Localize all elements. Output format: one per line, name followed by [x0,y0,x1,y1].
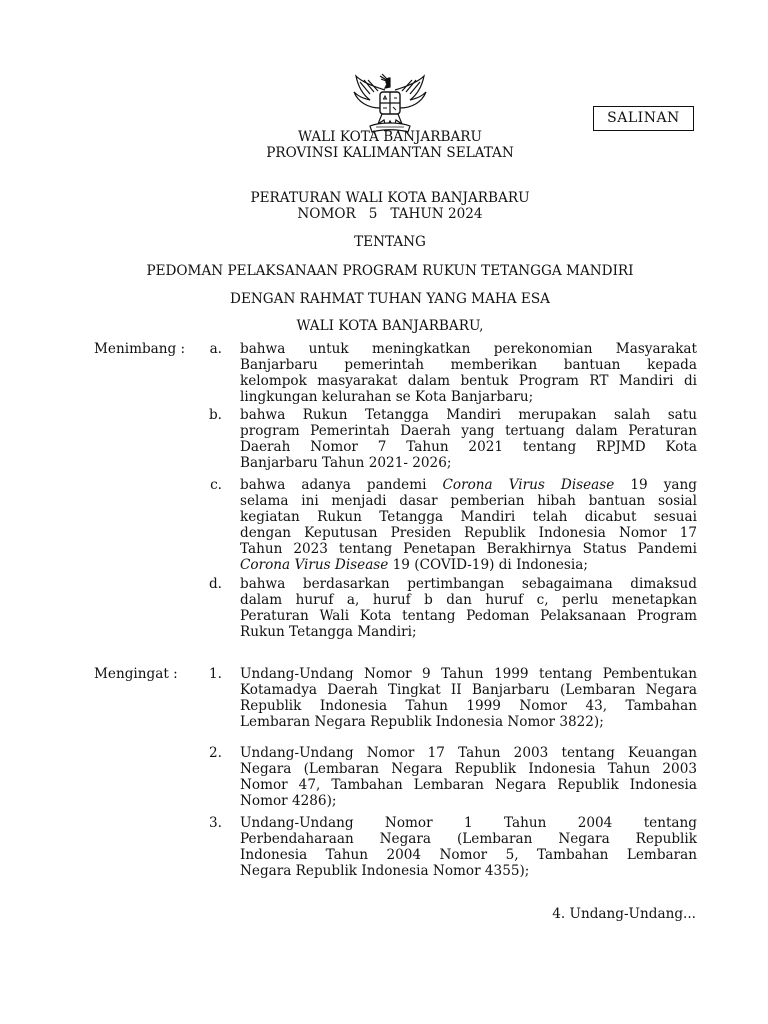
paragraph-line: lingkungan kelurahan se Kota Banjarbaru; [240,389,534,405]
grace-clause: DENGAN RAHMAT TUHAN YANG MAHA ESA [230,291,550,307]
paragraph-line: Negara Republik Indonesia Nomor 4355); [240,863,530,879]
paragraph-line: dengan Keputusan Presiden Republik Indonesia Nomor 17 [240,525,697,541]
paragraph-line: Tahun 2023 tentang Penetapan Berakhirnya Status Pandemi [240,541,697,557]
paragraph-line: kelompok masyarakat dalam bentuk Program RT Mandiri di [240,373,697,389]
paragraph-line: Banjarbaru Tahun 2021- 2026; [240,455,452,471]
mengingat-item-text [240,815,697,879]
regulation-subject: PEDOMAN PELAKSANAAN PROGRAM RUKUN TETANGGA MANDIRI [146,263,634,279]
garuda-emblem-icon [352,72,428,136]
menimbang-item-marker: b. [208,407,222,423]
mengingat-item-text [240,745,697,809]
paragraph-line: Undang-Undang Nomor 9 Tahun 1999 tentang Pembentukan [240,666,697,682]
header-city: WALI KOTA BANJARBARU [298,129,482,145]
paragraph-line: bahwa berdasarkan pertimbangan sebagaimana dimaksud [240,576,697,592]
mengingat-item-marker: 2. [209,745,222,761]
paragraph-line: Corona Virus Disease 19 (COVID-19) di Indonesia; [240,557,588,573]
mengingat-label: Mengingat : [94,666,178,682]
menimbang-item-marker: a. [209,341,222,357]
paragraph-line: Kotamadya Daerah Tingkat II Banjarbaru (Lembaran Negara [240,682,697,698]
about-heading: TENTANG [354,234,426,250]
issuer-line: WALI KOTA BANJARBARU, [296,318,484,334]
paragraph-line: Rukun Tetangga Mandiri; [240,624,417,640]
paragraph-line: Perbendaharaan Negara (Lembaran Negara Republik [240,831,697,847]
menimbang-label: Menimbang : [94,341,186,357]
paragraph-line: Negara (Lembaran Negara Republik Indonesia Tahun 2003 [240,761,697,777]
regulation-title: PERATURAN WALI KOTA BANJARBARU [250,190,530,206]
paragraph-line: Nomor 4286); [240,793,337,809]
mengingat-item-marker: 1. [209,666,222,682]
mengingat-item-marker: 3. [209,815,222,831]
menimbang-item-text [240,341,697,405]
paragraph-line: Banjarbaru pemerintah memberikan bantuan kepada [240,357,697,373]
paragraph-line: bahwa untuk meningkatkan perekonomian Masyarakat [240,341,697,357]
header-province: PROVINSI KALIMANTAN SELATAN [266,145,514,161]
paragraph-line: Republik Indonesia Tahun 1999 Nomor 43, Tambahan [240,698,697,714]
mengingat-item-text [240,666,697,730]
paragraph-line: Indonesia Tahun 2004 Nomor 5, Tambahan Lembaran [240,847,697,863]
paragraph-line: Undang-Undang Nomor 17 Tahun 2003 tentang Keuangan [240,745,697,761]
paragraph-line: Daerah Nomor 7 Tahun 2021 tentang RPJMD Kota [240,439,697,455]
menimbang-item-marker: d. [208,576,222,592]
regulation-number: NOMOR 5 TAHUN 2024 [297,206,483,222]
salinan-stamp: SALINAN [593,106,694,131]
paragraph-line: bahwa Rukun Tetangga Mandiri merupakan salah satu [240,407,697,423]
paragraph-line: Peraturan Wali Kota tentang Pedoman Pelaksanaan Program [240,608,697,624]
menimbang-item-marker: c. [210,477,222,493]
menimbang-item-text [240,576,697,640]
paragraph-line: Nomor 47, Tambahan Lembaran Negara Republik Indonesia [240,777,697,793]
paragraph-line: kegiatan Rukun Tetangga Mandiri telah dicabut sesuai [240,509,697,525]
paragraph-line: program Pemerintah Daerah yang tertuang dalam Peraturan [240,423,697,439]
paragraph-line: dalam huruf a, huruf b dan huruf c, perlu menetapkan [240,592,697,608]
paragraph-line: bahwa adanya pandemi Corona Virus Disease 19 yang [240,477,697,493]
menimbang-item-text [240,407,697,471]
paragraph-line: Lembaran Negara Republik Indonesia Nomor 3822); [240,714,604,730]
paragraph-line: Undang-Undang Nomor 1 Tahun 2004 tentang [240,815,697,831]
continuation-note: 4. Undang-Undang... [552,906,696,922]
paragraph-line: selama ini menjadi dasar pemberian hibah bantuan sosial [240,493,697,509]
menimbang-item-text [240,477,697,573]
